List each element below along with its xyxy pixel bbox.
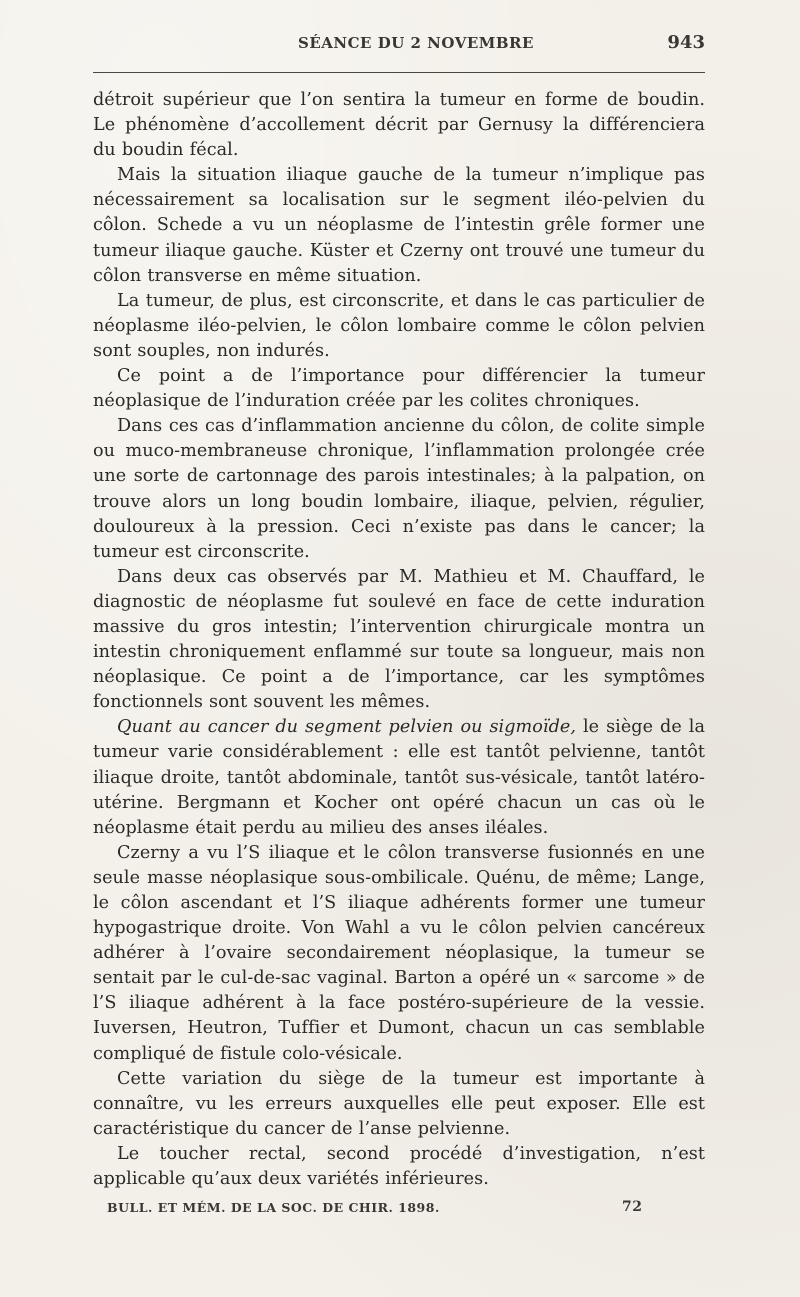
paragraph-5-text: Dans ces cas d’inflammation ancienne du côlon, de colite simple ou muco-membraneuse chronique, l’inflammation prolongée crée une sorte de cartonnage des parois intestinales; à la palpation, on trouve alors un long boudin lombaire, iliaque, pelvien, régulier, douloureux à la pression. Ceci n’existe pas dans le cancer; la tumeur est circonscrite. xyxy=(93,416,705,562)
paragraph-4 xyxy=(93,364,705,414)
page-footer xyxy=(107,1200,647,1222)
paragraph-9-text: Cette variation du siège de la tumeur est importante à connaître, vu les erreurs auxquelles elle peut exposer. Elle est caractéristique du cancer de l’anse pelvienne. xyxy=(93,1068,705,1139)
paragraph-10 xyxy=(93,1142,705,1192)
paragraph-3-text: La tumeur, de plus, est circonscrite, et dans le cas particulier de néoplasme iléo-pelvien, le côlon lombaire comme le côlon pelvien sont souples, non indurés. xyxy=(93,290,705,361)
page-header xyxy=(93,34,705,62)
paragraph-2 xyxy=(93,163,705,288)
paragraph-10-text: Le toucher rectal, second procédé d’investigation, n’est applicable qu’aux deux variétés inférieures. xyxy=(93,1143,705,1190)
paragraph-4-text: Ce point a de l’importance pour différencier la tumeur néoplasique de l’induration créée par les colites chroniques. xyxy=(93,366,705,412)
paragraph-7 xyxy=(93,715,705,840)
journal-citation: BULL. ET MÉM. DE LA SOC. DE CHIR. 1898. xyxy=(107,1200,440,1215)
paragraph-3 xyxy=(93,289,705,364)
paragraph-9 xyxy=(93,1067,705,1142)
paragraph-5 xyxy=(93,414,705,565)
paragraph-6-text: Dans deux cas observés par M. Mathieu et M. Chauffard, le diagnostic de néoplasme fut soulevé en face de cette induration massive du gros intestin; l’intervention chirurgicale montra un intestin chroniquement enflammé sur toute sa longueur, mais non néoplasique. Ce point a de l’importance, car les symptômes fonctionnels sont souvent les mêmes. xyxy=(93,566,705,713)
paragraph-6 xyxy=(93,565,705,716)
page-number: 943 xyxy=(667,32,705,53)
header-rule xyxy=(93,72,705,73)
paragraph-7-italic-lead: Quant au cancer du segment pelvien ou sigmoïde, xyxy=(117,717,576,738)
paragraph-1-text: détroit supérieur que l’on sentira la tumeur en forme de boudin. Le phénomène d’accollement décrit par Gernusy la différenciera du boudin fécal. xyxy=(93,90,705,161)
signature-mark: 72 xyxy=(622,1199,643,1215)
body-text xyxy=(93,88,705,1192)
paragraph-8 xyxy=(93,841,705,1067)
paragraph-1 xyxy=(93,88,705,163)
paragraph-7-text: le siège de la tumeur varie considérablement : elle est tantôt pelvienne, tantôt iliaque droite, tantôt abdominale, tantôt sus-vésicale, tantôt latéro-utérine. Bergmann et Kocher ont opéré chacun un cas où le néoplasme était perdu au milieu des anses iléales. xyxy=(93,717,705,838)
paragraph-8-text: Czerny a vu l’S iliaque et le côlon transverse fusionnés en une seule masse néoplasique sous-ombilicale. Quénu, de même; Lange, le côlon ascendant et l’S iliaque adhérents former une tumeur hypogastrique droite. Von Wahl a vu le côlon pelvien cancéreux adhérer à l’ovaire secondairement néoplasique, la tumeur se sentait par le cul-de-sac vaginal. Barton a opéré un « sarcome » de l’S iliaque adhérent à la face postéro-supérieure de la vessie. Iuversen, Heutron, Tuffier et Dumont, chacun un cas semblable compliqué de fistule colo-vésicale. xyxy=(93,842,705,1064)
running-title: SÉANCE DU 2 NOVEMBRE xyxy=(298,34,534,52)
paragraph-2-text: Mais la situation iliaque gauche de la tumeur n’implique pas nécessairement sa localisation sur le segment iléo-pelvien du côlon. Schede a vu un néoplasme de l’intestin grêle former une tumeur iliaque gauche. Küster et Czerny ont trouvé une tumeur du côlon transverse en même situation. xyxy=(93,165,705,286)
